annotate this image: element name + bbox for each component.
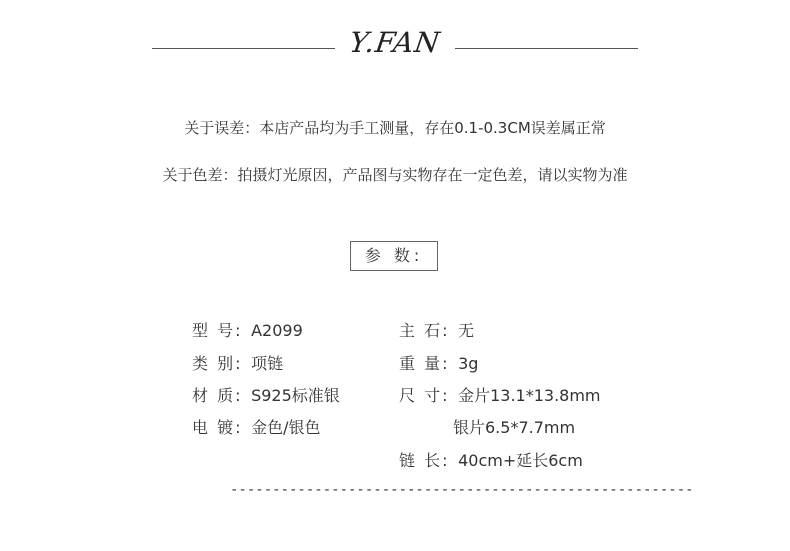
header-line-left [152, 48, 335, 49]
color-note: 关于色差：拍摄灯光原因，产品图与实物存在一定色差，请以实物为准 [162, 166, 628, 184]
spec-category-value: 项链 [251, 354, 284, 373]
spec-plating-label: 电 镀: [192, 418, 243, 437]
spec-stone [399, 318, 474, 341]
bottom-divider: ------------------------------------------------------- [230, 482, 694, 498]
spec-stone-label: 主 石: [399, 321, 450, 340]
spec-chain-value: 40cm+延长6cm [458, 451, 583, 470]
spec-material [192, 383, 340, 406]
brand-logo: Y.FAN [347, 26, 443, 59]
spec-material-value: S925标准银 [251, 386, 340, 405]
spec-category [192, 351, 283, 374]
spec-stone-value: 无 [458, 321, 475, 340]
params-title: 参 数: [350, 241, 438, 271]
spec-model [192, 318, 303, 341]
spec-size [399, 383, 601, 406]
spec-size-value-2 [453, 415, 575, 438]
spec-model-label: 型 号: [192, 321, 243, 340]
spec-plating [192, 415, 321, 438]
spec-plating-value: 金色/银色 [251, 418, 321, 437]
spec-size-value-silver: 银片6.5*7.7mm [453, 418, 576, 437]
error-note: 关于误差：本店产品均为手工测量，存在0.1-0.3CM误差属正常 [184, 119, 606, 137]
spec-size-label: 尺 寸: [399, 386, 450, 405]
spec-size-value: 金片13.1*13.8mm [458, 386, 601, 405]
spec-chain-label: 链 长: [399, 451, 450, 470]
spec-category-label: 类 别: [192, 354, 243, 373]
spec-weight [399, 351, 478, 374]
header-line-right [455, 48, 638, 49]
spec-material-label: 材 质: [192, 386, 243, 405]
spec-model-value: A2099 [251, 321, 303, 340]
spec-weight-label: 重 量: [399, 354, 450, 373]
spec-chain [399, 448, 583, 471]
spec-weight-value: 3g [458, 354, 479, 373]
